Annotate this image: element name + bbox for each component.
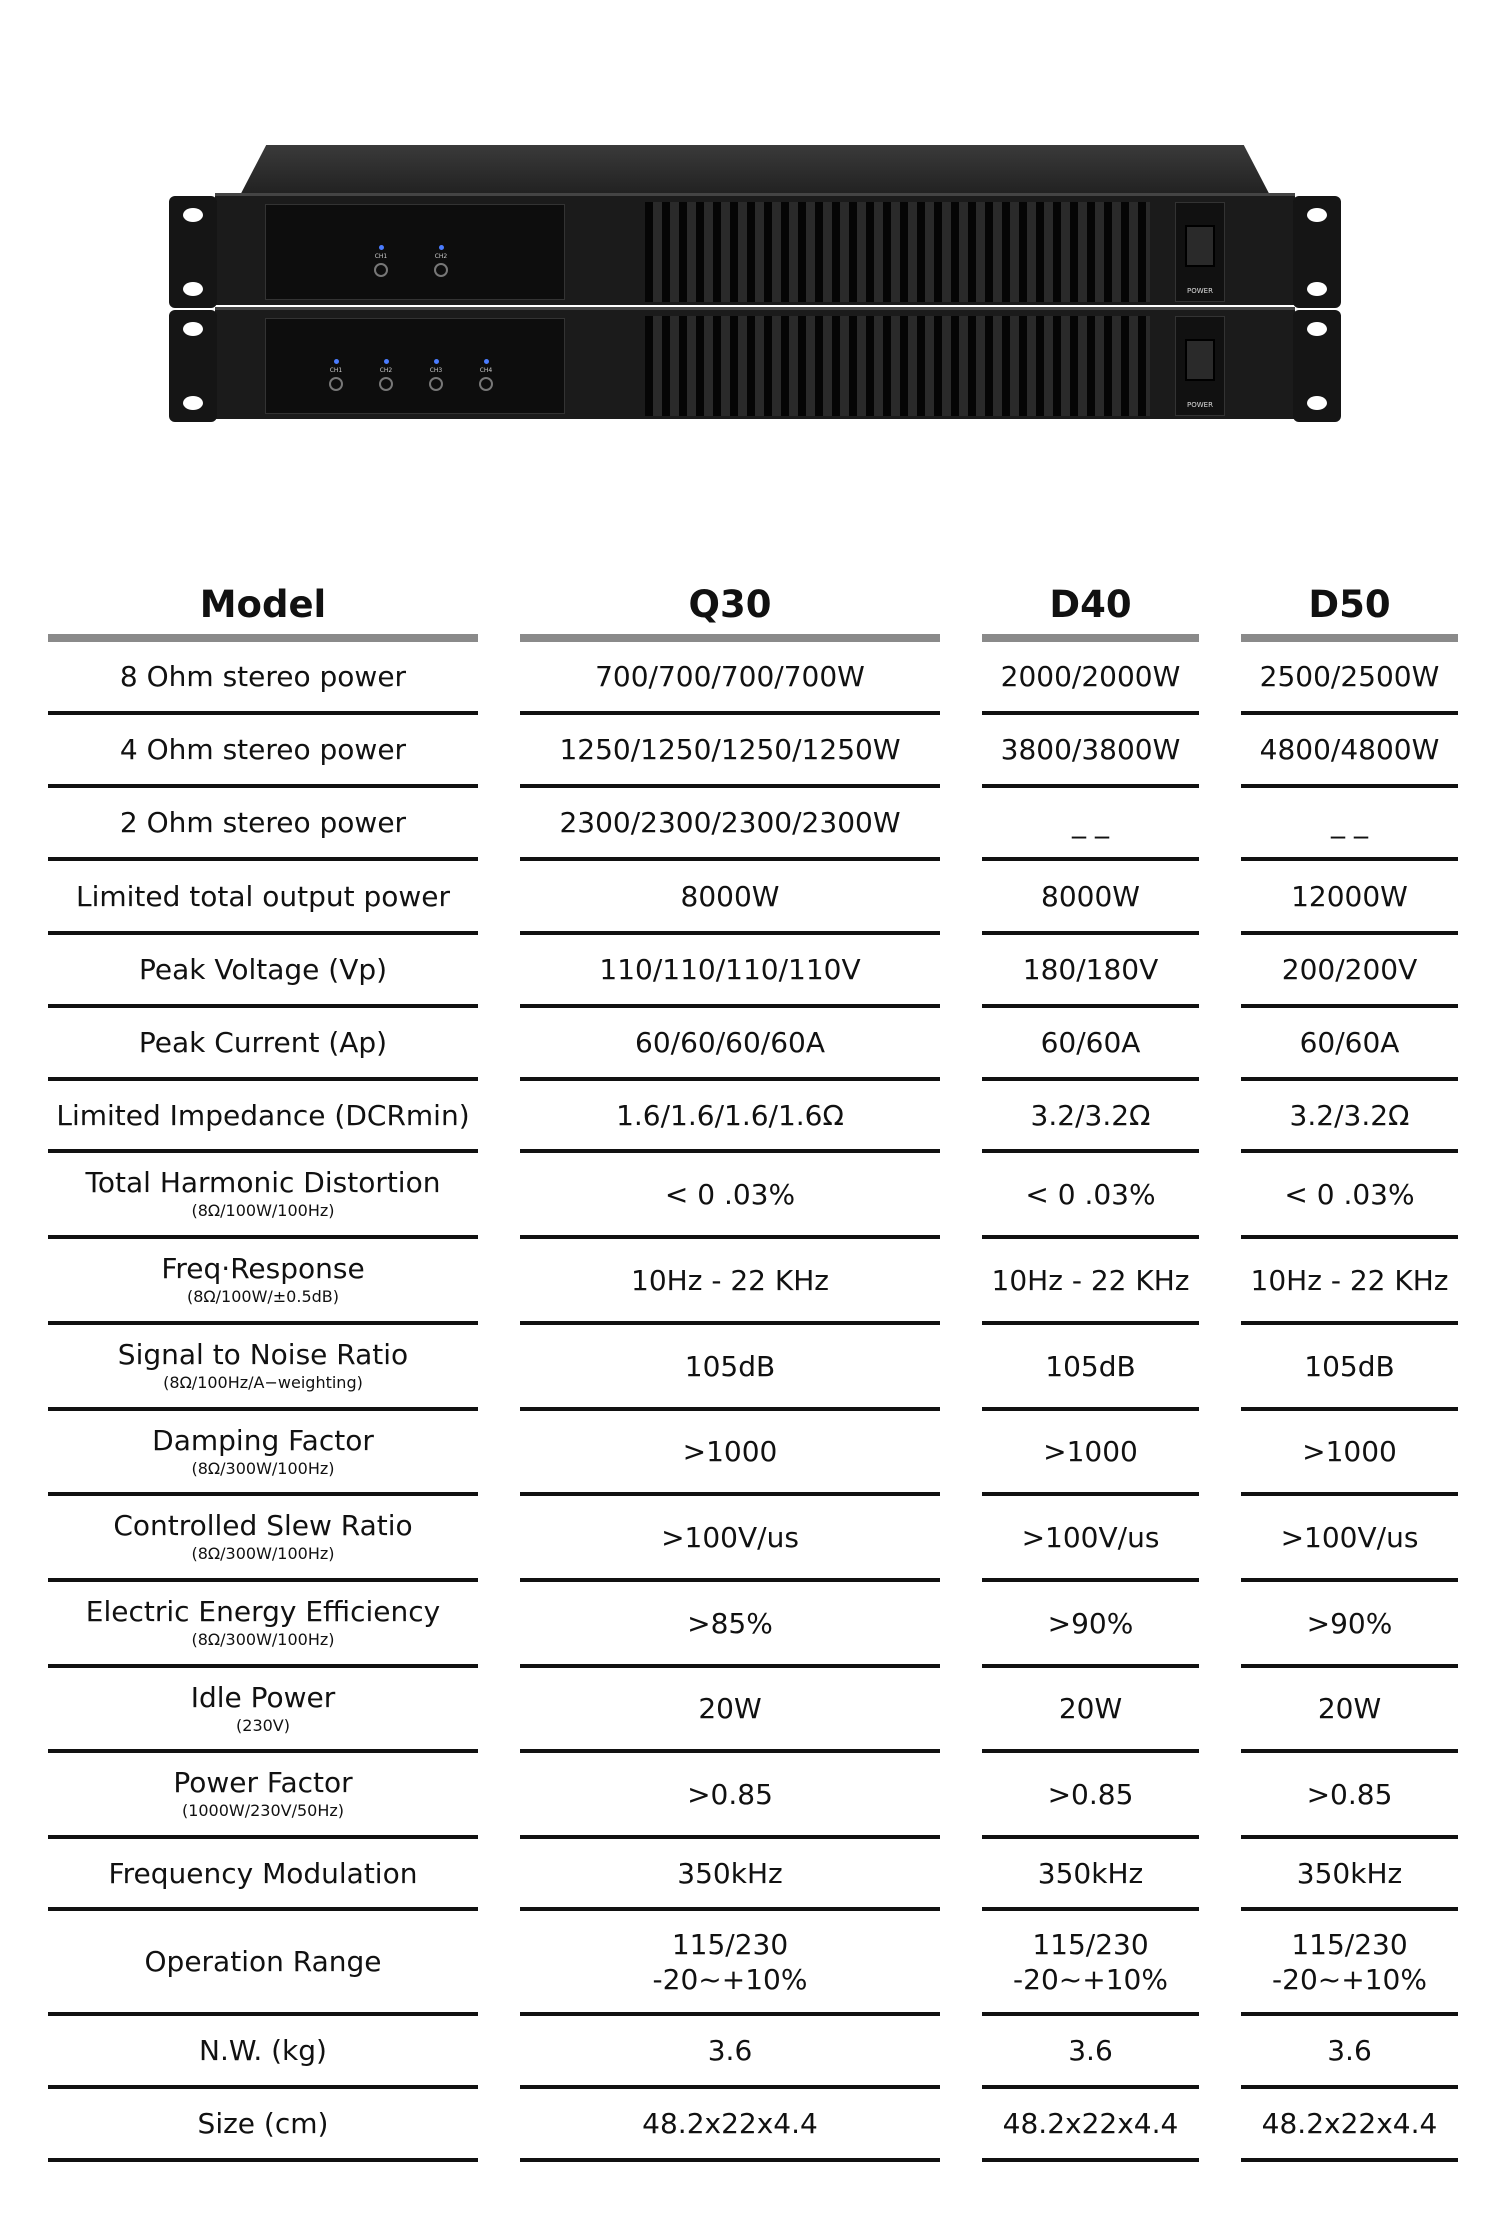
- spec-label: Idle Power: [190, 1680, 336, 1714]
- spec-value: 350kHz: [1241, 1839, 1458, 1911]
- channel-label: CH1: [329, 367, 343, 374]
- spec-label: Limited Impedance (DCRmin): [56, 1098, 470, 1132]
- spec-label-cell: [48, 1582, 478, 1668]
- rack-ear: [1293, 196, 1341, 308]
- spec-row: [48, 2089, 1458, 2162]
- spec-label: N.W. (kg): [199, 2034, 327, 2067]
- spec-row: [48, 1582, 1458, 1668]
- spec-value: < 0 .03%: [520, 1153, 940, 1239]
- spec-label-cell: [48, 1081, 478, 1153]
- spec-value: 350kHz: [520, 1839, 940, 1911]
- spec-value: 350kHz: [982, 1839, 1199, 1911]
- spec-value: 10Hz - 22 KHz: [520, 1239, 940, 1325]
- spec-table-header: [48, 575, 1458, 642]
- spec-value: >0.85: [982, 1753, 1199, 1839]
- spec-row: [48, 1411, 1458, 1496]
- spec-value: >90%: [1241, 1582, 1458, 1668]
- spec-row: [48, 788, 1458, 861]
- spec-value: 105dB: [520, 1325, 940, 1411]
- spec-label: 2 Ohm stereo power: [119, 806, 407, 839]
- spec-label: Power Factor: [173, 1766, 353, 1800]
- spec-condition-note: (8Ω/300W/100Hz): [191, 1630, 335, 1650]
- spec-label: Freq·Response: [161, 1252, 365, 1286]
- spec-condition-note: (8Ω/100W/±0.5dB): [186, 1287, 339, 1307]
- spec-value: 115/230 -20~+10%: [1241, 1911, 1458, 2016]
- spec-label-cell: [48, 2089, 478, 2162]
- spec-value: 1250/1250/1250/1250W: [520, 715, 940, 788]
- spec-value: >85%: [520, 1582, 940, 1668]
- spec-value: 3.2/3.2Ω: [1241, 1081, 1458, 1153]
- spec-condition-note: (8Ω/300W/100Hz): [191, 1544, 335, 1564]
- channel-control: [426, 245, 456, 277]
- spec-row: [48, 2016, 1458, 2089]
- spec-condition-note: (8Ω/300W/100Hz): [191, 1458, 335, 1478]
- spec-value: 60/60/60/60A: [520, 1008, 940, 1081]
- spec-value: 20W: [982, 1668, 1199, 1753]
- spec-label: Limited total output power: [75, 879, 451, 913]
- spec-row: [48, 1753, 1458, 1839]
- spec-value: 115/230 -20~+10%: [520, 1911, 940, 2016]
- spec-value: 2000/2000W: [982, 642, 1199, 715]
- spec-row: [48, 1239, 1458, 1325]
- spec-label-cell: [48, 715, 478, 788]
- spec-label: Damping Factor: [152, 1423, 374, 1457]
- spec-value: >0.85: [520, 1753, 940, 1839]
- spec-value: < 0 .03%: [1241, 1153, 1458, 1239]
- spec-label-cell: [48, 1411, 478, 1496]
- spec-value: 8000W: [520, 861, 940, 935]
- channel-label: CH2: [434, 253, 448, 260]
- spec-value: 700/700/700/700W: [520, 642, 940, 715]
- channel-control: [366, 245, 396, 277]
- spec-value: >90%: [982, 1582, 1199, 1668]
- power-label: POWER: [1187, 287, 1213, 295]
- front-panel: [265, 318, 565, 414]
- spec-label-cell: [48, 1839, 478, 1911]
- spec-condition-note: (1000W/230V/50Hz): [181, 1801, 345, 1821]
- amplifier-product-photo: [155, 135, 1355, 435]
- spec-value: 8000W: [982, 861, 1199, 935]
- spec-value: 60/60A: [982, 1008, 1199, 1081]
- spec-value: 3.6: [520, 2016, 940, 2089]
- spec-value: 4800/4800W: [1241, 715, 1458, 788]
- spec-value: 48.2x22x4.4: [520, 2089, 940, 2162]
- spec-row: [48, 1911, 1458, 2016]
- spec-value: < 0 .03%: [982, 1153, 1199, 1239]
- spec-label-cell: [48, 642, 478, 715]
- spec-value: 12000W: [1241, 861, 1458, 935]
- spec-label: Total Harmonic Distortion: [85, 1166, 441, 1200]
- spec-value: 3.2/3.2Ω: [982, 1081, 1199, 1153]
- spec-value: >100V/us: [1241, 1496, 1458, 1582]
- spec-value: 2300/2300/2300/2300W: [520, 788, 940, 861]
- spec-value: _ _: [982, 788, 1199, 861]
- header-q30: Q30: [520, 575, 940, 642]
- spec-value: 115/230 -20~+10%: [982, 1911, 1199, 2016]
- power-switch: [1175, 202, 1225, 302]
- spec-value: 200/200V: [1241, 935, 1458, 1008]
- spec-condition-note: (8Ω/100W/100Hz): [191, 1201, 335, 1221]
- spec-label-cell: [48, 935, 478, 1008]
- spec-label: Frequency Modulation: [108, 1856, 418, 1890]
- channel-label: CH1: [374, 253, 388, 260]
- spec-value: 3.6: [1241, 2016, 1458, 2089]
- spec-value: 20W: [520, 1668, 940, 1753]
- spec-row: [48, 861, 1458, 935]
- spec-value: 3800/3800W: [982, 715, 1199, 788]
- spec-value: 2500/2500W: [1241, 642, 1458, 715]
- spec-label-cell: [48, 788, 478, 861]
- channel-control: [421, 359, 451, 391]
- channel-control: [371, 359, 401, 391]
- spec-table: [48, 575, 1458, 2162]
- spec-row: [48, 935, 1458, 1008]
- power-switch: [1175, 316, 1225, 416]
- spec-label-cell: [48, 1008, 478, 1081]
- spec-label-cell: [48, 1239, 478, 1325]
- spec-condition-note: (8Ω/100Hz/A−weighting): [163, 1373, 363, 1393]
- spec-value: 105dB: [1241, 1325, 1458, 1411]
- spec-label-cell: [48, 861, 478, 935]
- spec-row: [48, 1008, 1458, 1081]
- spec-value: 48.2x22x4.4: [1241, 2089, 1458, 2162]
- spec-label: Operation Range: [144, 1945, 382, 1978]
- spec-row: [48, 1839, 1458, 1911]
- spec-label: Controlled Slew Ratio: [113, 1509, 413, 1543]
- header-d40: D40: [982, 575, 1199, 642]
- spec-value: >1000: [1241, 1411, 1458, 1496]
- spec-value: >100V/us: [982, 1496, 1199, 1582]
- spec-value: >1000: [520, 1411, 940, 1496]
- spec-condition-note: (230V): [236, 1715, 290, 1735]
- spec-label: Electric Energy Efficiency: [85, 1595, 441, 1629]
- spec-value: >0.85: [1241, 1753, 1458, 1839]
- spec-value: >100V/us: [520, 1496, 940, 1582]
- spec-row: [48, 1153, 1458, 1239]
- spec-label-cell: [48, 1153, 478, 1239]
- rack-ear: [169, 310, 217, 422]
- spec-row: [48, 1668, 1458, 1753]
- spec-value: 10Hz - 22 KHz: [1241, 1239, 1458, 1325]
- spec-label: Size (cm): [197, 2107, 329, 2140]
- spec-label: 4 Ohm stereo power: [119, 733, 407, 766]
- spec-value: 180/180V: [982, 935, 1199, 1008]
- spec-row: [48, 1081, 1458, 1153]
- channel-control: [471, 359, 501, 391]
- spec-label: 8 Ohm stereo power: [119, 660, 407, 693]
- spec-value: _ _: [1241, 788, 1458, 861]
- header-model: Model: [48, 575, 478, 642]
- spec-value: 20W: [1241, 1668, 1458, 1753]
- spec-label: Signal to Noise Ratio: [117, 1338, 409, 1372]
- spec-value: 48.2x22x4.4: [982, 2089, 1199, 2162]
- spec-label-cell: [48, 1325, 478, 1411]
- spec-label-cell: [48, 2016, 478, 2089]
- amplifier-unit-4ch: [215, 307, 1295, 419]
- spec-label: Peak Voltage (Vp): [138, 953, 388, 986]
- spec-label-cell: [48, 1911, 478, 2016]
- front-panel: [265, 204, 565, 300]
- spec-row: [48, 1325, 1458, 1411]
- vent-grille: [645, 316, 1150, 416]
- spec-label: Peak Current (Ap): [138, 1026, 388, 1059]
- rack-ear: [1293, 310, 1341, 422]
- channel-label: CH3: [429, 367, 443, 374]
- channel-label: CH4: [479, 367, 493, 374]
- spec-value: 60/60A: [1241, 1008, 1458, 1081]
- rack-ear: [169, 196, 217, 308]
- power-label: POWER: [1187, 401, 1213, 409]
- amplifier-unit-2ch: [215, 193, 1295, 305]
- channel-control: [321, 359, 351, 391]
- spec-label-cell: [48, 1753, 478, 1839]
- spec-value: 1.6/1.6/1.6/1.6Ω: [520, 1081, 940, 1153]
- spec-value: 105dB: [982, 1325, 1199, 1411]
- spec-label-cell: [48, 1668, 478, 1753]
- spec-value: 110/110/110/110V: [520, 935, 940, 1008]
- channel-label: CH2: [379, 367, 393, 374]
- spec-row: [48, 715, 1458, 788]
- vent-grille: [645, 202, 1150, 302]
- header-d50: D50: [1241, 575, 1458, 642]
- spec-row: [48, 1496, 1458, 1582]
- spec-label-cell: [48, 1496, 478, 1582]
- spec-row: [48, 642, 1458, 715]
- spec-value: 3.6: [982, 2016, 1199, 2089]
- spec-value: 10Hz - 22 KHz: [982, 1239, 1199, 1325]
- spec-value: >1000: [982, 1411, 1199, 1496]
